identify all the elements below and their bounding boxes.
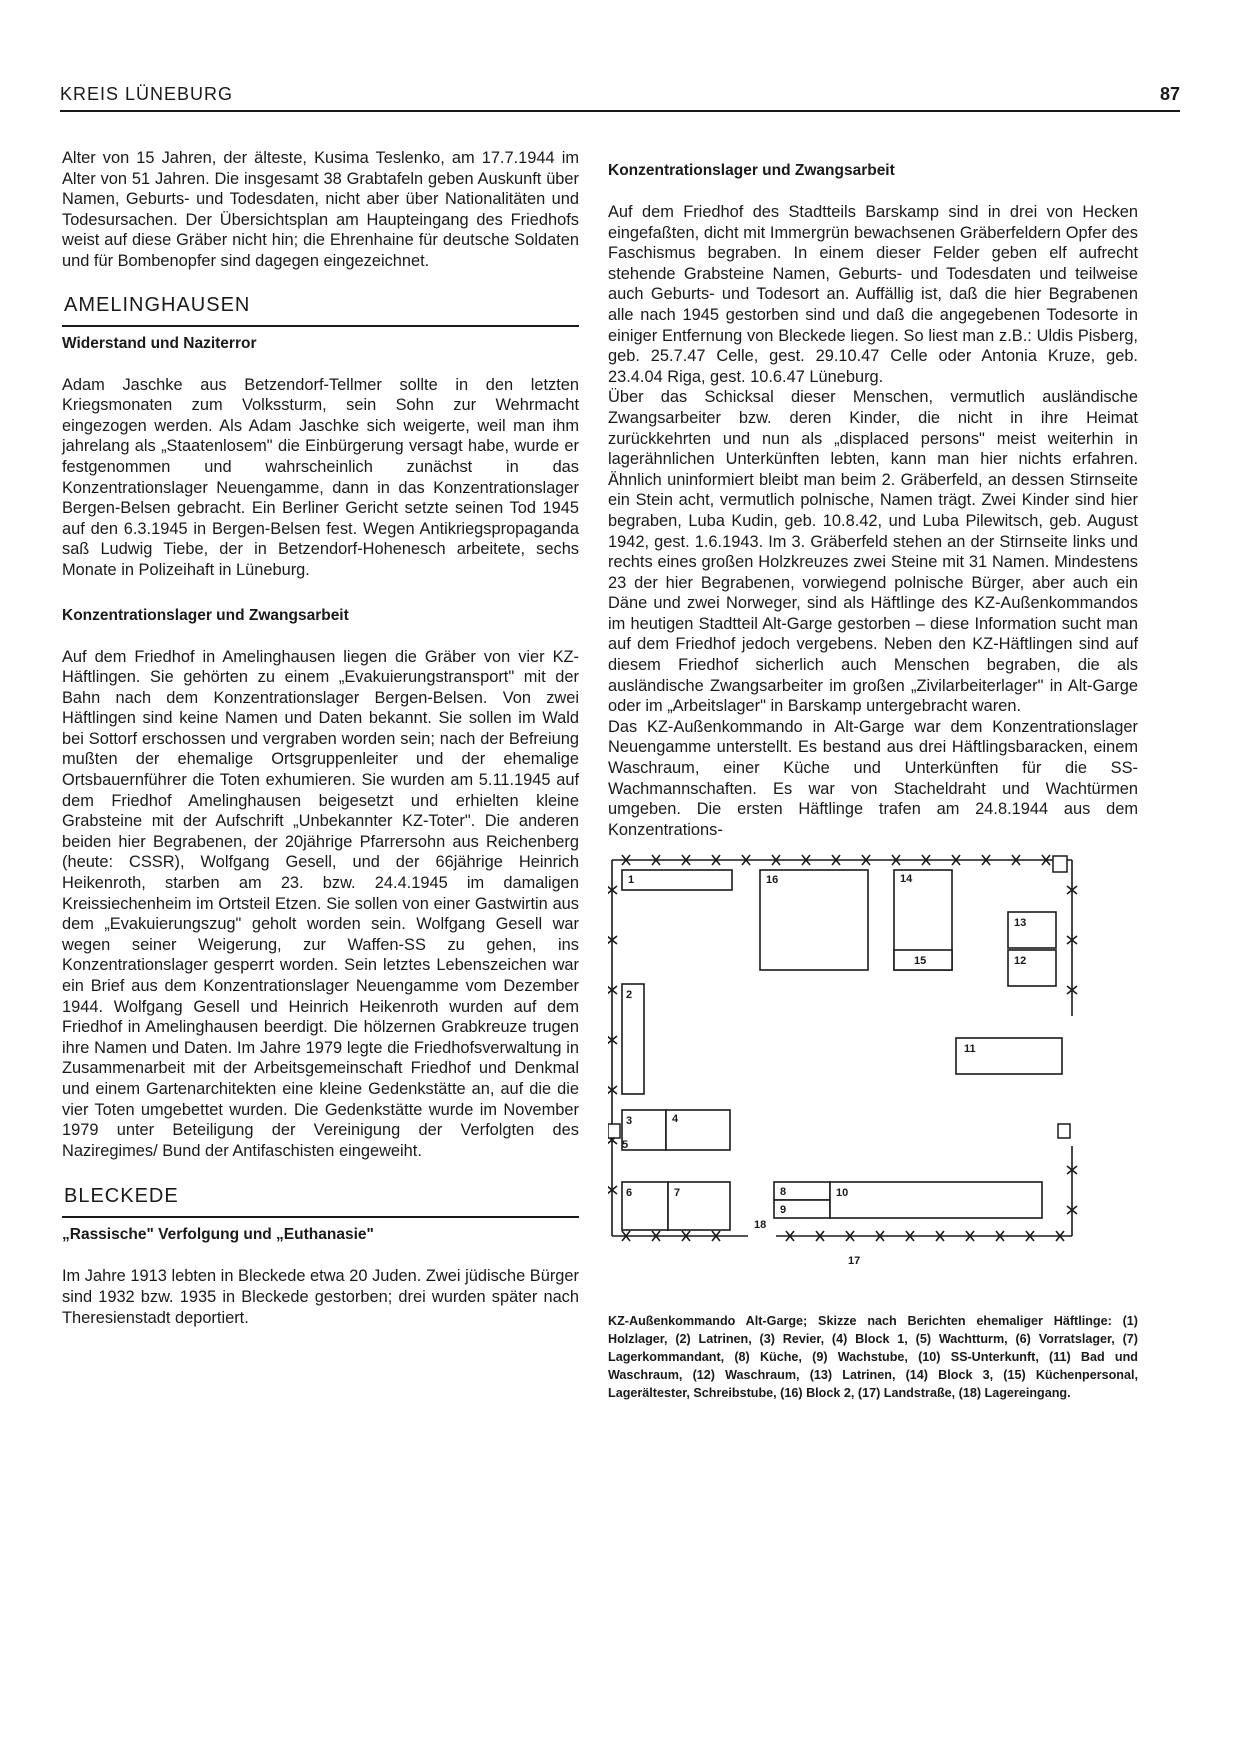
buildings [622,870,1062,1230]
map-label: 9 [780,1204,787,1217]
map-label: 5 [622,1139,629,1152]
map-label: 14 [900,873,913,886]
map-label: 4 [672,1113,679,1126]
map-label: 3 [626,1115,633,1128]
running-head [60,84,1180,112]
right-column [608,148,1138,1402]
subsection-title-konzentrationslager-right: Konzentrationslager und Zwangsarbeit [608,162,895,179]
left-column [62,148,579,1328]
map-label: 18 [754,1219,767,1232]
map-label: 12 [1014,955,1027,968]
camp-sketch-map [608,846,1128,1306]
intro-paragraph: Alter von 15 Jahren, der älteste, Kusima Teslenko, am 17.7.1944 im Alter von 51 Jahren. Die insgesamt 38 Grabtafeln geben Auskunft über Namen, Geburts- und Todesdaten, nicht aber über Nationalitäten und Todesursachen. Der Übersichtsplan am Haupteingang des Friedhofs weist auf diese Gräber nicht hin; die Ehrenhaine für deutsche Soldaten und für Bombenopfer sind dagegen eingezeichnet. [62,149,579,270]
map-label: 1 [628,874,635,887]
building-1-holzlager [622,870,732,890]
paragraph-widerstand: Adam Jaschke aus Betzendorf-Tellmer sollte in den letzten Kriegsmonaten zum Volkssturm, sein Sohn zur Wehrmacht eingezogen werden. Als Adam Jaschke sich weigerte, weil man ihm jahrelang als „Staatenlosem" die Einbürgerung versagt habe, wurde er festgenommen und wahrscheinlich zunächst in das Konzentrationslager Neuengamme, dann in das Konzentrationslager Bergen-Belsen gebracht. Ein Berliner Gericht setzte seinen Tod 1945 auf den 6.3.1945 in Bergen-Belsen fest. Wegen Antikriegspropaganda saß Ludwig Tiebe, der in Betzendorf-Hohenesch arbeitete, sechs Monate in Polizeihaft in Lüneburg. [62,375,579,579]
map-label: 11 [964,1043,976,1056]
building-10-ss-unterkunft [830,1182,1042,1218]
paragraph-alt-garge: Das KZ-Außenkommando in Alt-Garge war dem Konzentrationslager Neuengamme unterstellt. Es bestand aus drei Häftlingsbaracken, einem Waschraum, einer Küche und Unterkünften für die SS-Wachmannschaften. Es war von Stacheldraht und Wachtürmen umgeben. Die ersten Häftlinge trafen am 24.8.1944 aus dem Konzentrations- [608,717,1138,839]
map-label: 10 [836,1187,849,1200]
map-label: 7 [674,1187,681,1200]
paragraph-bleckede: Im Jahre 1913 lebten in Bleckede etwa 20 Juden. Zwei jüdische Bürger sind 1932 bzw. 1935 in Bleckede gestorben; drei wurden später nach Theresienstadt deportiert. [62,1267,579,1327]
map-caption: KZ-Außenkommando Alt-Garge; Skizze nach Berichten ehemaliger Häftlinge: (1) Holzlager, (2) Latrinen, (3) Revier, (4) Block 1, (5) Wachtturm, (6) Vorratslager, (7) Lagerkommandant, (8) Küche, (9) Wachstube, (10) SS-Unterkunft, (11) Bad und Waschraum, (12) Waschraum, (13) Latrinen, (14) Block 3, (15) Küchenpersonal, Lagerältester, Schreibstube, (16) Block 2, (17) Landstraße, (18) Lagereingang. [608,1314,1138,1401]
camp-sketch-svg [608,846,1128,1306]
map-label: 8 [780,1186,787,1199]
map-label: 13 [1014,917,1027,930]
watchtower-right [1058,1124,1070,1138]
section-rule [62,1216,579,1218]
paragraph-konzentrationslager-left: Auf dem Friedhof in Amelinghausen liegen die Gräber von vier KZ-Häftlingen. Sie gehörten zu einem „Evakuierungstransport" mit der Bahn nach dem Konzentrationslager Bergen-Belsen. Von zwei Häftlingen sind keine Namen und Daten bekannt. Sie sollen im Wald bei Sottorf erschossen und vergraben worden sein; nach der Befreiung mußten der ehemalige Ortsgruppenleiter und der ehemalige Ortsbauernführer die Toten exhumieren. Sie wurden am 5.11.1945 auf dem Friedhof Amelinghausen beigesetzt und erhielten kleine Grabsteine mit der Aufschrift „Unbekannter KZ-Toter". Die anderen beiden hier Begrabenen, der 20jährige Pfarrersohn aus Reichenberg (heute: CSSR), Wolfgang Gesell, und der 66jährige Heinrich Heikenroth, starben am 23. bzw. 24.4.1945 im damaligen Kreissiechenheim im Ortsteil Etzen. Sie sollen von einer Gastwirtin aus dem „Evakuierungszug" geholt worden sein. Wolfgang Gesell war wegen seiner Weigerung, zur Waffen-SS zu gehen, ins Konzentrationslager gesperrt worden. Sein letztes Lebenszeichen war ein Brief aus dem Konzentrationslager Neuengamme vom Dezember 1944. Wolfgang Gesell und Heinrich Heikenroth wurden auf dem Friedhof in Amelinghausen beerdigt. Die hölzernen Grabkreuze trugen ihre Namen und Daten. Im Jahre 1979 legte die Friedhofsverwaltung in Zusammenarbeit mit der Arbeitsgemeinschaft Friedhof und Denkmal und einem Gartenarchitekten eine kleine Gedenkstätte an, auf die die vier Toten umgebettet wurden. Die Gedenkstätte wurde im November 1979 unter Beteiligung der Vereinigung der Verfolgten des Naziregimes/ Bund der Antifaschisten eingeweiht. [62,647,579,1160]
map-label: 2 [626,989,633,1002]
map-label: 15 [914,955,927,968]
page-number: 87 [1159,84,1180,104]
map-label: 16 [766,874,779,887]
paragraph-schicksal: Über das Schicksal dieser Menschen, vermutlich ausländische Zwangsarbeiter bzw. deren Kinder, die nicht in ihre Heimat zurückkehrten und nun als „displaced persons" meist weiterhin in lagerähnlichen Unterkünften lebten, kann man hier nichts erfahren. Ähnlich uninformiert bleibt man beim 2. Gräberfeld, an dessen Stirnseite ein Stein acht, vermutlich polnische, Namen trägt. Zwei Kinder sind hier begraben, Luba Kudin, geb. 10.8.42, und Luba Pilewitsch, geb. August 1942, gest. 1.6.1943. Im 3. Gräberfeld stehen an der Stirnseite links und rechts eines großen Holzkreuzes zwei Steine mit 31 Namen. Mindestens 23 der hier Begrabenen, vorwiegend polnische Bürger, aber auch ein Däne und zwei Norweger, sind als Häftlinge des KZ-Außenkommandos im heutigen Stadtteil Alt-Garge gestorben – diese Information sucht man auf dem Friedhof jedoch vergebens. Neben den KZ-Häftlingen sind auf diesem Friedhof sicherlich auch Menschen begraben, die als ausländische Zwangsarbeiter im großen „Zivilarbeiterlager" in Alt-Garge oder im „Arbeitslager" in Barskamp untergebracht waren. [608,388,1138,716]
subsection-title-konzentrationslager-left: Konzentrationslager und Zwangsarbeit [62,606,349,624]
section-title-amelinghausen: AMELINGHAUSEN [64,293,251,316]
paragraph-barskamp: Auf dem Friedhof des Stadtteils Barskamp sind in drei von Hecken eingefaßten, dicht mit Immergrün bewachsenen Gräberfeldern Opfer des Faschismus begraben. In einem dieser Felder geben elf aufrecht stehende Grabsteine Namen, Geburts- und Todesdaten und teilweise auch Geburts- und Todesort an. Auffällig ist, daß die hier Begrabenen alle nach 1945 gestorben sind und daß die angegebenen Todesorte in einiger Entfernung von Bleckede liegen. So liest man z.B.: Uldis Pisberg, geb. 25.7.47 Celle, gest. 29.10.47 Celle oder Antonia Kruze, geb. 23.4.04 Riga, gest. 10.6.47 Lüneburg. [608,203,1138,386]
watchtower-top-right [1053,856,1067,872]
map-label: 17 [848,1255,861,1268]
running-head-title: KREIS LÜNEBURG [60,84,234,104]
map-label: 6 [626,1187,633,1200]
section-title-bleckede: BLECKEDE [64,1185,179,1208]
section-rule [62,325,579,327]
watchtower-left [608,1124,620,1138]
subsection-title-verfolgung: „Rassische" Verfolgung und „Euthanasie" [62,1226,374,1244]
subsection-title-widerstand: Widerstand und Naziterror [62,334,257,352]
